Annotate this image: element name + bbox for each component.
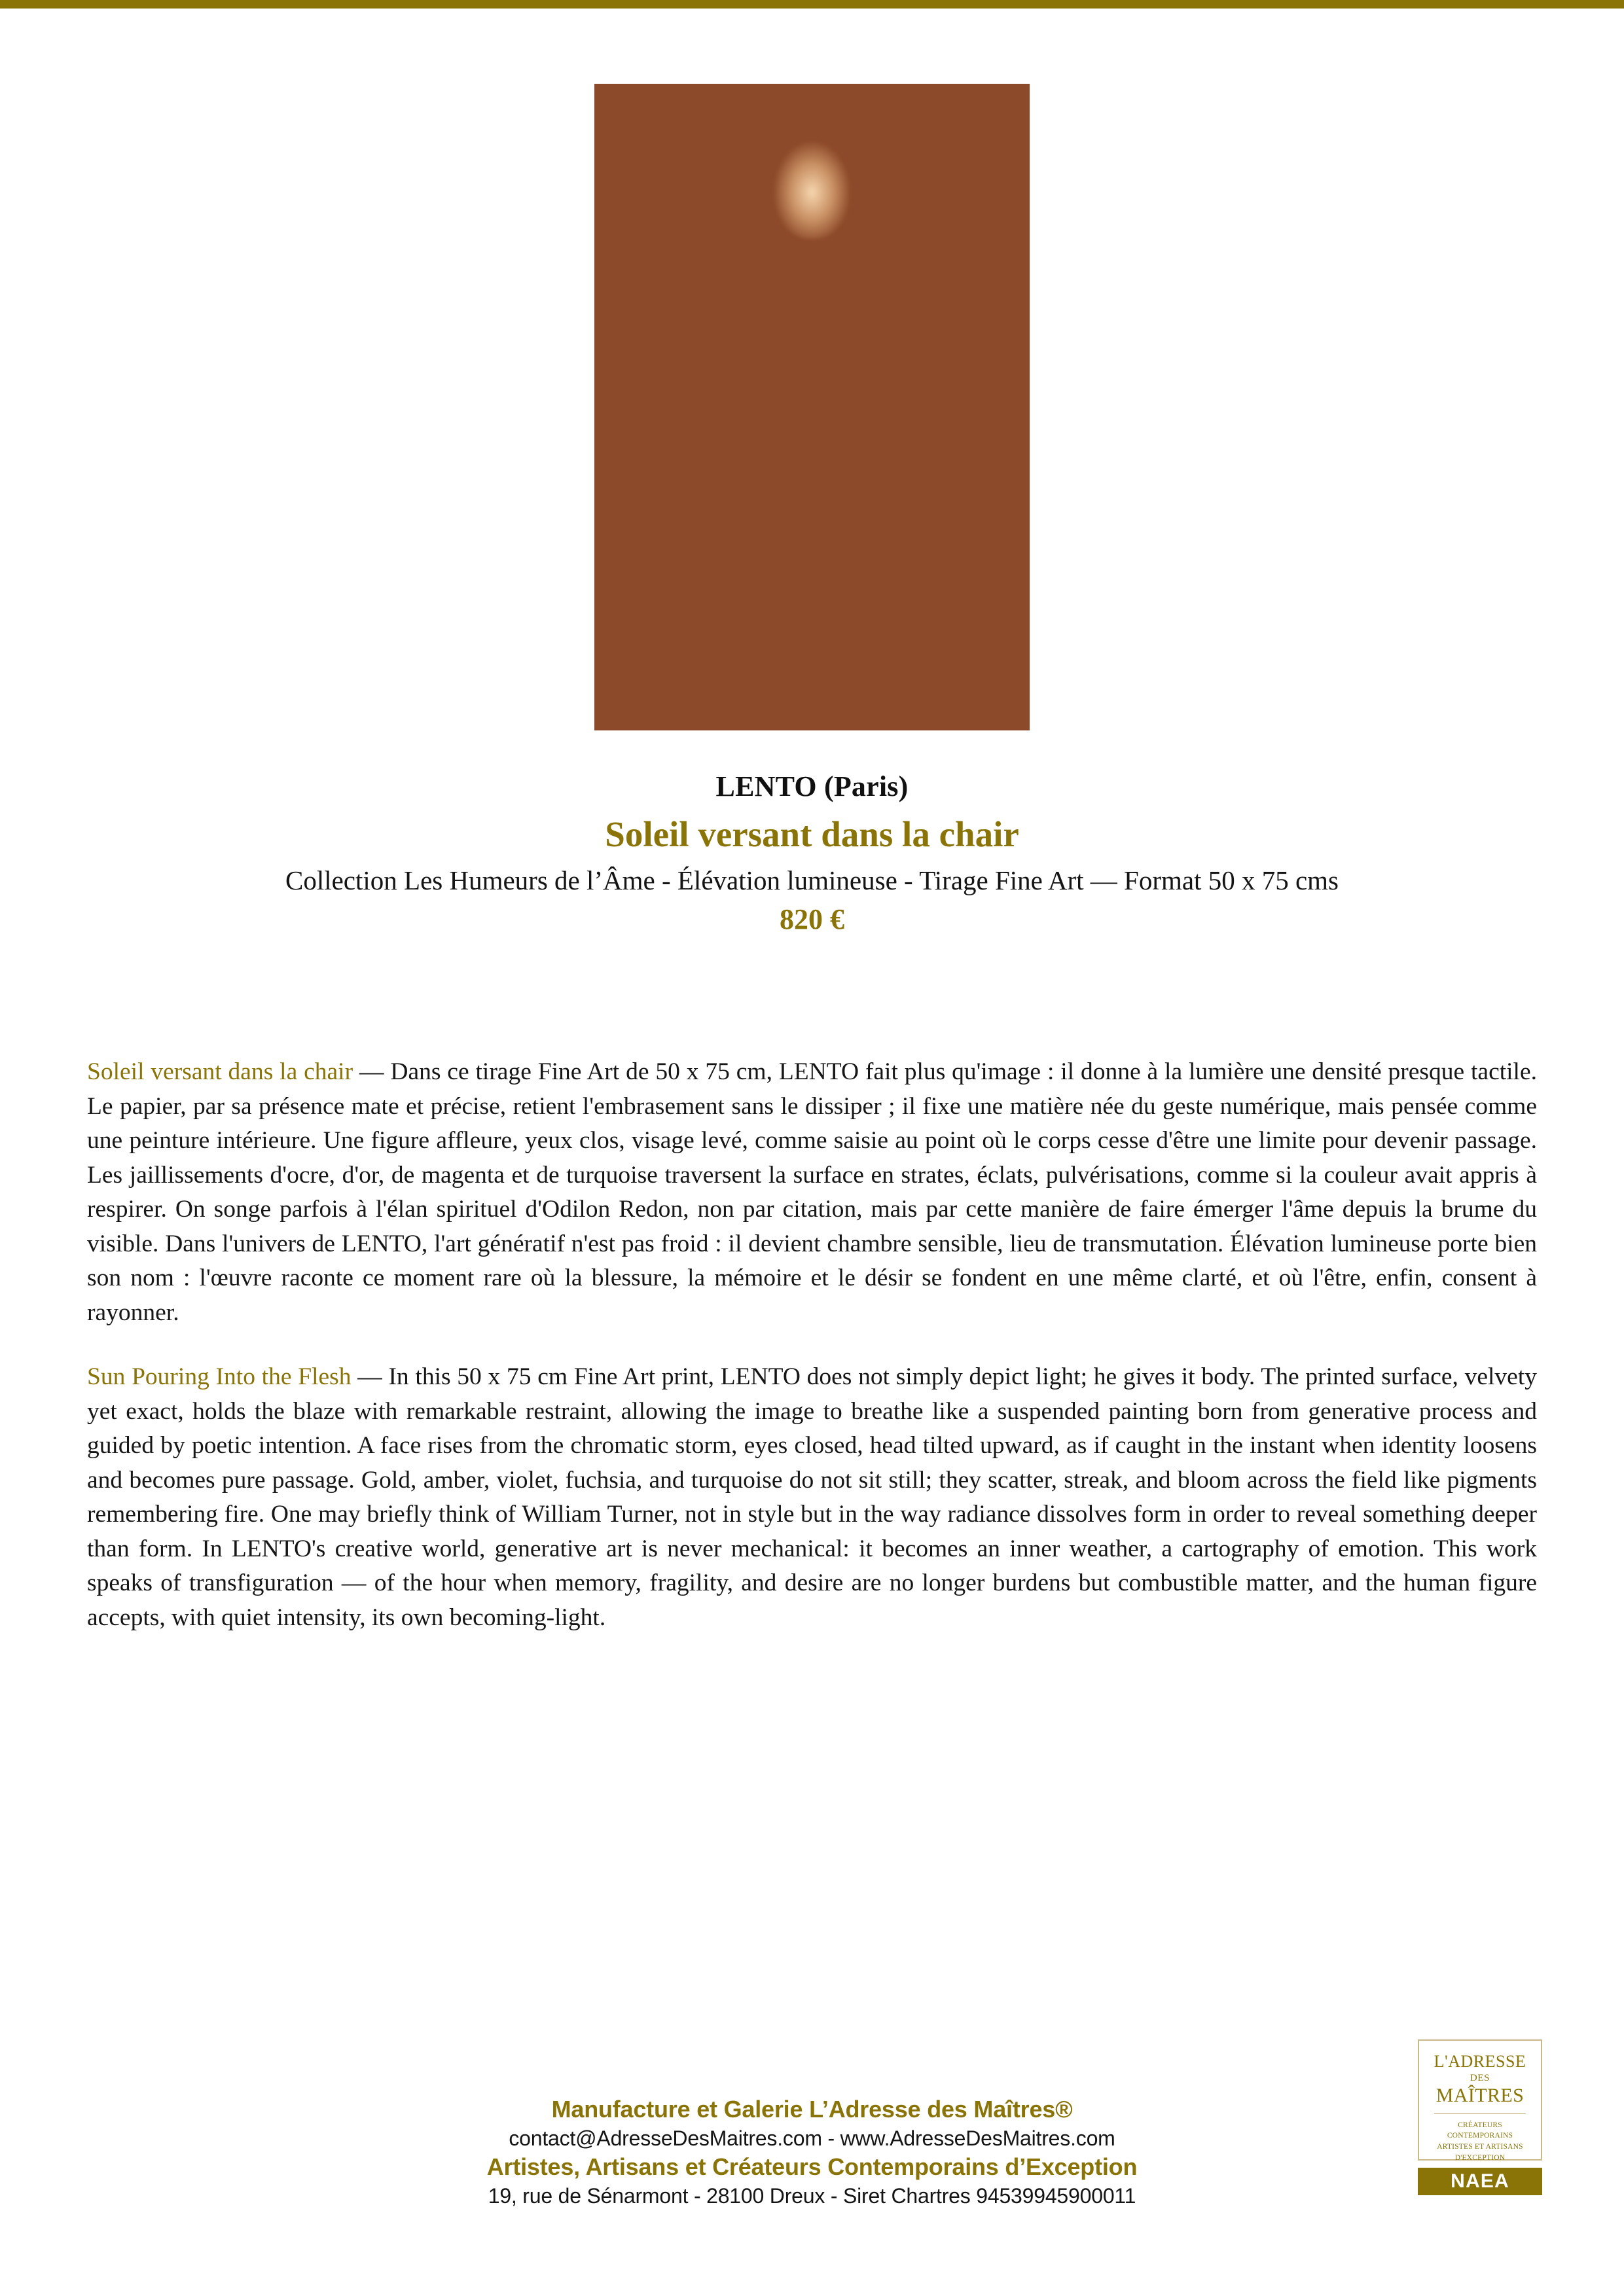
logo-line-maitres: MAÎTRES xyxy=(1435,2085,1525,2107)
title-block xyxy=(0,770,1624,937)
page-footer xyxy=(0,2094,1624,2210)
footer-address: 19, rue de Sénarmont - 28100 Dreux - Siret Chartres 94539945900011 xyxy=(488,2184,1136,2208)
description-block xyxy=(87,1055,1537,1635)
description-dash-en: — xyxy=(351,1363,389,1390)
logo-divider xyxy=(1434,2113,1525,2114)
work-title: Soleil versant dans la chair xyxy=(605,814,1019,854)
description-paragraph-en xyxy=(87,1360,1537,1635)
footer-contact[interactable]: contact@AdresseDesMaitres.com - www.AdresseDesMaitres.com xyxy=(509,2126,1115,2150)
work-price: 820 € xyxy=(780,903,844,936)
artwork-figure xyxy=(594,84,1030,730)
description-paragraph-fr xyxy=(87,1055,1537,1330)
adresse-des-maitres-logo xyxy=(1418,2039,1542,2161)
painting-image xyxy=(594,84,1030,730)
naea-badge: NAEA xyxy=(1418,2168,1542,2195)
logo-subtitle-line-3: D'EXCEPTION xyxy=(1454,2153,1506,2162)
footer-tagline: Artistes, Artisans et Créateurs Contemporains d’Exception xyxy=(486,2153,1138,2181)
work-subtitle: Collection Les Humeurs de l’Âme - Élévation lumineuse - Tirage Fine Art — Format 50 x 75 cms xyxy=(285,865,1339,895)
artist-name: LENTO (Paris) xyxy=(715,770,909,802)
description-lead-in-en: Sun Pouring Into the Flesh xyxy=(87,1363,352,1390)
description-text-fr: Dans ce tirage Fine Art de 50 x 75 cm, LENTO fait plus qu'image : il donne à la lumière une densité presque tactile. Le papier, par sa présence mate et précise, retient l'embrasement sans le dissiper ; il fixe une matière née du geste numérique, mais pensée comme une peinture intérieure. Une figure affleure, yeux clos, visage levé, comme saisie au point où le corps cesse d'être une limite pour devenir passage. Les jaillissements d'ocre, d'or, de magenta et de turquoise traversent la surface en strates, éclats, pulvérisations, comme si la couleur avait appris à respirer. On songe parfois à l'élan spirituel d'Odilon Redon, non par citation, mais par cette manière de faire émerger l'âme depuis la brume du visible. Dans l'univers de LENTO, l'art génératif n'est pas froid : il devient chambre sensible, lieu de transmutation. Élévation lumineuse porte bien son nom : l'œuvre raconte ce moment rare où la blessure, la mémoire et le désir se fondent en une même clarté, et où l'être, enfin, consent à rayonner. xyxy=(87,1058,1537,1326)
description-lead-in-fr: Soleil versant dans la chair xyxy=(87,1058,353,1085)
description-text-en: In this 50 x 75 cm Fine Art print, LENTO does not simply depict light; he gives it body. The printed surface, velvety yet exact, holds the blaze with remarkable restraint, allowing the image to breathe like a suspended painting born from generative process and guided by poetic intention. A face rises from the chromatic storm, eyes closed, head tilted upward, as if caught in the instant when identity loosens and becomes pure passage. Gold, amber, violet, fuchsia, and turquoise do not sit still; they scatter, streak, and bloom across the field like pigments remembering fire. One may briefly think of William Turner, not in style but in the way radiance dissolves form in order to reveal something deeper than form. In LENTO's creative world, generative art is never mechanical: it becomes an inner weather, a cartography of emotion. This work speaks of transfiguration — of the hour when memory, fragility, and desire are no longer burdens but combustible matter, and the human figure accepts, with quiet intensity, its own becoming-light. xyxy=(87,1363,1537,1631)
logo-line-des: DES xyxy=(1470,2073,1490,2084)
top-accent-bar xyxy=(0,0,1624,9)
description-dash-fr: — xyxy=(353,1058,391,1085)
brand-logo-block xyxy=(1418,2039,1542,2195)
footer-company-name: Manufacture et Galerie L’Adresse des Maîtres® xyxy=(551,2096,1073,2123)
logo-subtitle-line-1: CRÉATEURS CONTEMPORAINS xyxy=(1447,2121,1513,2140)
logo-line-adresse: L'ADRESSE xyxy=(1434,2052,1526,2071)
logo-subtitle-line-2: ARTISTES ET ARTISANS xyxy=(1437,2142,1523,2151)
